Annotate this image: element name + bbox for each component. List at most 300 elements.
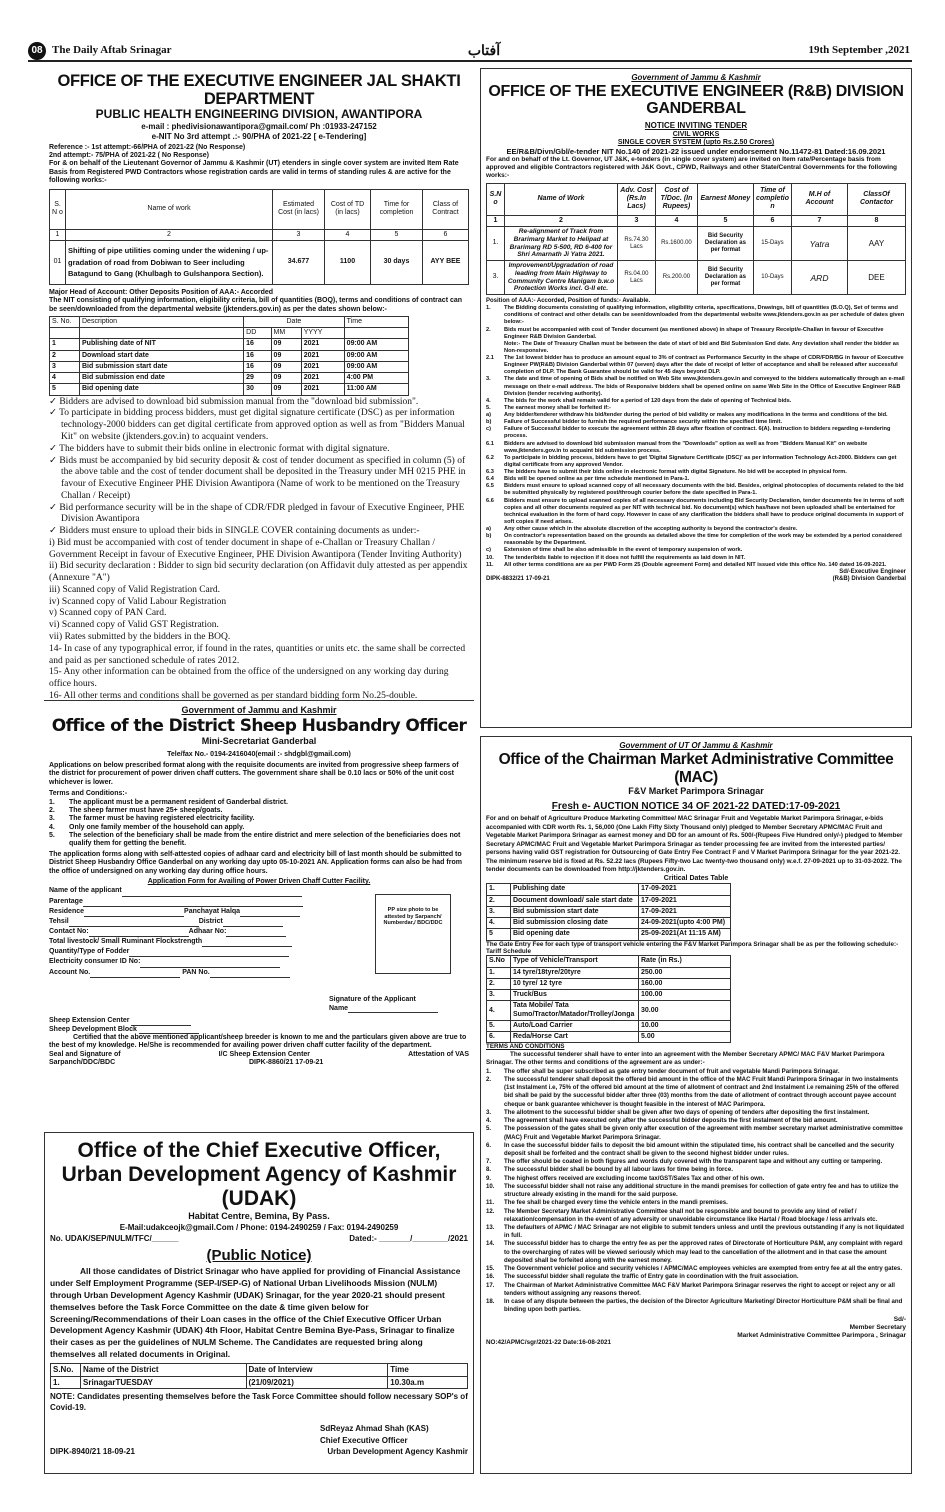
tariff-r: 30.00 (639, 1001, 731, 1021)
mac-date-v: 17-09-2021 (639, 884, 731, 895)
clause-number: 6. (486, 1141, 492, 1149)
dates-sub: DD (244, 328, 271, 339)
clause-text: Any bidder/tenderer withdraw his bid/tender during the period of bid validity or makes any modifications in the terms and conditions of the bid. (504, 412, 888, 419)
tariff-t: Tata Mobile/ Tata Sumo/Tractor/Matador/Trolley/Jonga (511, 1001, 639, 1021)
sheep-form-title: Application Form for Availing of Power Driven Chaff Cutter Facility. (147, 878, 371, 886)
sheep-conditions (49, 799, 469, 849)
udak-sub: Habitat Centre, Bemina, By Pass. (188, 1211, 330, 1222)
rnb-col: Cost of T/Doc. (In Rupees) (655, 183, 697, 215)
date-t: 09:00 AM (344, 350, 408, 361)
clause-text: The Member Secretary Market Administrative Committee shall not be responsible and bound to provide any kind of relief / relaxation/compensation in the event of any adversity or unavoidable circumstance like Hartal / Road blockage / less arrivals etc. (504, 1207, 878, 1223)
rnb-col: M.H of Account (792, 183, 848, 215)
rnb-col: Time of completio n (753, 183, 791, 215)
udak-row-n: 1. (51, 1376, 81, 1388)
mac-date-d: Bid submission start date (511, 906, 639, 917)
clause-text: All other terms conditions are as per PWD Form 25 (Double agreement Form) and detailed NIT issued vide this office No. 140 dated 16-09-2021. (504, 561, 887, 568)
rnb-row-adv: Rs.04.00 Lacs (617, 261, 655, 295)
rnb-row-doc: Rs.1600.00 (655, 227, 697, 261)
sheep-certified: Certified that the above mentioned applicant/sheep breeder is known to me and the particulars given above are true to the best of my knowledge. He/She is recommended for availing power driven chaff cutter facility of the department. (49, 1033, 467, 1050)
cond-n: 1. (49, 798, 55, 806)
date-mm: 09 (271, 384, 301, 395)
clause (486, 476, 906, 483)
mac-dates-table (486, 883, 731, 940)
rnb-row-mh: ARD (792, 261, 848, 295)
mac-date-d: Document download/ sale start date (511, 895, 639, 906)
field-account: Account No. (49, 968, 91, 976)
clause (486, 483, 906, 497)
cond-n: 4. (49, 823, 55, 831)
tariff-col: Rate (in Rs.) (639, 956, 731, 967)
rnb-civil: CIVIL WORKS (672, 130, 720, 138)
udak-col: Name of the District (81, 1364, 247, 1376)
mac-date-n: 5 (487, 929, 511, 940)
dev-block-field[interactable] (139, 1026, 199, 1034)
mac-terms-intro: The successful tenderer shall have to enter into an agreement with the Member Secretary APMC/ MAC F&V Market Parimpora Srinagar. The other terms and conditions of the agreement are as under:- (486, 1050, 885, 1067)
jal-shakti-email: e-mail : phedivisionawantipora@gmail.com/ Ph :01933-247152 (141, 122, 377, 132)
item: i) Bid must be accompanied with cost of tender document in shape of e-Challan or Treasury Challan / Government Receipt in favour of Executive Engineer, PHE Division Awantipora (Tender Inviting Authority) ii) Bid security declaration : Bidder to sign bid security declaration (on Affidavit duly attested as per appendix (Annexure "A") (49, 537, 468, 584)
clause-number: 12. (486, 1207, 495, 1215)
num-cell: 2 (505, 215, 618, 226)
newspaper-name: The Daily Aftab Srinagar (52, 44, 172, 56)
sheep-dipk: DIPK-8860/21 17-09-21 (249, 1059, 324, 1067)
clause-number: 2.1 (486, 355, 494, 362)
bullet: ✓ The bidders have to submit their bids online in electronic format with digital signature. (49, 443, 390, 454)
clause-text: Note:- The Date of Treasury Challan must be between the date of start of bid and Bid Submission End date. Any deviation shall render the bidder as Non-responsive. (504, 340, 900, 354)
clause-number: c) (486, 426, 492, 433)
account-field[interactable] (90, 970, 180, 978)
cond-t: The selection of the beneficiary shall be made from the entire district and mere selection of the beneficiaries does not qualify them for getting the benefit. (69, 832, 461, 848)
rnb-position: Position of AAA:- Accorded, Position of funds:- Available. (486, 298, 651, 305)
clause (486, 1199, 906, 1207)
mac-date-v: 24-09-2021(upto 4:00 PM) (639, 918, 731, 929)
rnb-notice (480, 68, 912, 728)
num-cell: 6 (753, 215, 791, 226)
jal-shakti-notice (44, 68, 474, 700)
udak-row-time: 10.30a.m (388, 1376, 468, 1388)
clause-text: Bidders must ensure to upload scanned copies of all necessary documents including Bid Security Declaration, tender documents fee in terms of soft copies and all other documents required as per NIT with technical bid. No document(s) which has/have not been uploaded shall be entertained for technical evaluation in the form of hard copy. However in case of any clarification the bidders shall have to produce original documents in support of soft copies if need arises. (504, 497, 904, 525)
clause-number: 4. (486, 1117, 492, 1125)
clause-text: The successful bidder shall be bound by all labour laws for time being in force. (504, 1166, 733, 1174)
rnb-title: OFFICE OF THE EXECUTIVE ENGINEER (R&B) DIVISION GANDERBAL (488, 82, 904, 118)
elec-field[interactable] (140, 960, 280, 968)
mac-intro: For and on behalf of Agriculture Produce Marketing Committee/ MAC Srinagar Fruit and Vegetable Market Parimpora Srinagar, e-bids accompanied with CDR worth Rs. 1, 56,000 (One Lakh Fifty Sixty Thousand only) pledged to Member Secretary APMC/MAC Fruit and Vegetable Market Parimpora Srinagar as earnest money and DD for an amount of Rs. 500/-(Rupees Five Hundred only/-) pledged to Member Secretary APMC/MAC Fruit and Vegetable Market Parimpora Srinagar as tender processing fee are invited from the interested parties/ persons having valid GST registration for Outsourcing of Gate Entry Fee Contract F and V Market Parimpora Srinagar for the year 2021-22. The minimum reserve bid is fixed at Rs. 52.22 lacs (Rupees Fifty-two Lac twenty-two thousand only) w.e.f. 27-09-2021 up to 31-03-2022. The tender documents can be downloaded from http://jktenders.gov.in. (486, 815, 903, 874)
mac-date-v: 17-09-2021 (639, 906, 731, 917)
udak-no: No. UDAK/SEP/NULM/TFC/______ (50, 1234, 179, 1244)
bullet-text: Bidders must ensure to upload their bids in SINGLE COVER containing documents as under:- (59, 526, 420, 537)
udak-notice (44, 1132, 474, 1474)
cond-n: 5. (49, 832, 55, 840)
mac-terms-head: TERMS AND CONDITIONS (486, 1043, 565, 1051)
clause (486, 419, 906, 426)
udak-col: Date of Interview (246, 1364, 388, 1376)
mac-date-n: 1. (487, 884, 511, 895)
num-cell: 4 (325, 229, 371, 240)
date-mm: 09 (271, 339, 301, 350)
item: iii) Scanned copy of Valid Registration Card. (49, 584, 221, 595)
date-yy: 2021 (301, 361, 344, 372)
date-yy: 2021 (301, 339, 344, 350)
clause-number: 6.1 (486, 440, 494, 447)
tariff-n: 1. (487, 967, 511, 978)
rnb-sign2: (R&B) Division Ganderbal (832, 575, 906, 582)
udak-public-notice: (Public Notice) (206, 1247, 312, 1265)
clause-number: 3. (486, 1108, 492, 1116)
name-field[interactable] (122, 889, 302, 897)
clause (486, 405, 906, 412)
tariff-t: Reda/Horse Cart (511, 1032, 639, 1043)
date-dd: 29 (244, 373, 271, 384)
clause-text: The successful bidder has to charge the entry fee as per the approved rates of Directorate of Horticulture P&M, any complaint with regard to the overcharging of rates will be viewed seriously which may lead to the cancellation of the allotment and in that case the amount deposited shall be forfeited along with the earnest money. (504, 1240, 903, 1264)
col-name: Name of work (66, 189, 273, 229)
rnb-row-time: 10-Days (753, 261, 791, 295)
tariff-t: 10 tyre/ 12 tyre (511, 978, 639, 989)
date-dd: 16 (244, 350, 271, 361)
col-cost: Estimated Cost (in lacs) (273, 189, 325, 229)
clause-text: On contractor's representation based on the grounds as detailed above the time for completion of the work may be extended by a period considered reasonable by the Department. (504, 533, 902, 547)
clause (486, 341, 906, 355)
clause-text: In case the successful bidder fails to deposit the bid amount within the stipulated time, his contract shall be cancelled and the security deposit shall be forfeited and the contract shall be given to the second highest bidder under rules. (504, 1141, 895, 1158)
tehsil-field[interactable] (69, 919, 199, 927)
clause-number: 6.4 (486, 476, 494, 483)
sheep-tel: Tele/fax No.- 0194-2416040(email :- shdgbl@gmail.com) (167, 750, 351, 758)
tariff-n: 6. (487, 1032, 511, 1043)
bullet: ✓ Bidders must ensure to upload their bids in SINGLE COVER containing documents as under:- (49, 526, 420, 537)
udak-row-district: SrinagarTUESDAY (81, 1376, 247, 1388)
udak-dipk: DIPK-8940/21 18-09-21 (50, 1447, 135, 1457)
udak-body: All those candidates of District Srinagar who have applied for providing of Financial Assistance under Self Employment Programme (SEP-I/SEP-G) of National Urban Livelihoods Mission (NULM) through Urban Development Agency Kashmir (UDAK) Srinagar, for the year 2020-21 should present themselves before the Task Force Committee on the date & time given below for Screening/Recommendations of their Loan cases in the office of the Chief Executive Officer Urban Development Agency Kashmir (UDAK) 4th Floor, Habitat Centre Bemina Bye-Pass, Srinagar to finalize their cases as per the guidelines of NULM Scheme. The Candidates are requested bring along themselves all related documents in Original. (50, 1265, 461, 1360)
rnb-row-adv: Rs.74.30 Lacs (617, 227, 655, 261)
clause-number: 5. (486, 1125, 492, 1133)
mac-govt: Government of UT Of Jammu & Kashmir (619, 741, 773, 750)
clause-number: 6.3 (486, 469, 494, 476)
udak-sign2: Chief Executive Officer (320, 1436, 408, 1446)
mac-sign1: Member Secretary (849, 1324, 906, 1332)
rnb-row-class: AAY (848, 227, 906, 261)
residence-field[interactable] (84, 909, 184, 917)
bullet: ✓ To participate in bidding process bidders, must get digital signature certificate (DSC) as per information technology-2000 bidders can get digital certificate from approved option as well as from "Bidders Manual Kit" on website (jktenders.gov.in) to acquaint venders. (49, 408, 465, 442)
rnb-col: Name of Work (505, 183, 618, 215)
mac-title: Office of the Chairman Market Administrative Committee (MAC) (498, 750, 894, 786)
num-cell: 3 (617, 215, 655, 226)
field-residence: Residence (49, 907, 85, 915)
contact-field[interactable] (89, 929, 189, 937)
tariff-n: 2. (487, 978, 511, 989)
udak-sign1: SdReyaz Ahmad Shah (KAS) (320, 1424, 429, 1434)
num-cell: 2 (66, 229, 273, 240)
item: 16- All other terms and conditions shall be governed as per standard bidding form No.25-double. (49, 690, 418, 700)
rnb-col: Earnest Money (697, 183, 753, 215)
date-dd: 16 (244, 339, 271, 350)
jal-shakti-nit: e-NIT No 3rd attempt .:- 90/PHA of 2021-22 [ e-Tendering] (151, 131, 367, 141)
rnb-clauses (486, 305, 906, 569)
bullet-text: Bid performance security will be in the shape of CDR/FDR pledged in favour of Executive Engineer, PHE Division Awantipora (59, 502, 465, 525)
item: vii) Rates submitted by the bidders in the BOQ. (49, 632, 231, 643)
clause-number: b) (486, 533, 492, 540)
sheep-para: The application forms along with self-attested copies of adhaar card and electricity bill of last month should be submitted to District Sheep Husbandry Office Ganderbal on any working day upto 05-10-2021 AN. Application forms can also be had from the office of undersigned on any working day during office hours. (49, 850, 462, 875)
cond-t: The applicant must be a permanent resident of Ganderbal district. (69, 798, 288, 806)
district-field[interactable] (223, 919, 283, 927)
bullet: ✓ Bidders are advised to download bid submission manual from the "download bid submission". (49, 396, 419, 407)
clause-text: The Government vehicle/ police and security vehicles / APMC/MAC employees vehicles are exempted from entry fee at all the entry gates. (504, 1265, 903, 1273)
work-name: Shifting of pipe utilities coming under the widening / up- gradation of road from Dobiwan to Seer including Batagund to Gang (Khulbagh to Gulshanpora Section). (66, 240, 273, 284)
rnb-col: Adv. Cost (Rs.In Lacs) (617, 183, 655, 215)
clause-number: 18. (486, 1297, 495, 1305)
jal-shakti-title: OFFICE OF THE EXECUTIVE ENGINEER JAL SHAKTI DEPARTMENT (57, 72, 461, 109)
date-t: 11:00 AM (344, 384, 408, 395)
sheep-title: Office of the District Sheep Husbandry Officer (51, 716, 467, 737)
clause-number: 14. (486, 1240, 495, 1248)
clause-number: 6.6 (486, 497, 494, 504)
clause-text: The highest offers received are excluding income tax/GST/Sales Tax and other of his own. (504, 1174, 765, 1182)
tariff-t: 14 tyre/18tyre/20tyre (511, 967, 639, 978)
clause-text: The offer should be coated in both figures and words duly covered with the transparent tape and without any cutting or tampering. (504, 1158, 883, 1166)
ext-center: Sheep Extension Center (49, 1017, 130, 1025)
parentage-field[interactable] (83, 899, 303, 907)
field-name: Name of the applicant (49, 887, 122, 895)
clause (486, 1298, 906, 1314)
num-cell: 4 (655, 215, 697, 226)
page-header (28, 42, 912, 62)
clause-number: 2. (486, 1076, 492, 1084)
clause-number: b) (486, 419, 492, 426)
rnb-sign1: Sd/-Executive Engineer (839, 568, 906, 575)
date-d: Publishing date of NIT (80, 339, 244, 350)
rnb-row-work: Re-alignment of Track from Brarimarg Market to Helipad at Brarimarg RD 5-500, RD 6-400 for Shri Amarnath Ji Yatra 2021. (505, 227, 618, 261)
field-contact: Contact No: (49, 927, 89, 935)
cond-n: 3. (49, 815, 55, 823)
clause (486, 469, 906, 476)
dates-sub: YYYY (301, 328, 344, 339)
udak-table (50, 1363, 468, 1389)
clause (486, 547, 906, 554)
tariff-col: S.No (487, 956, 511, 967)
clause-number: 1. (486, 305, 491, 312)
ic-label: I/C Sheep Extension Center (218, 1050, 311, 1058)
livestock-field[interactable] (202, 939, 292, 947)
clause-text: The Bidding documents consisting of qualifying information, eligibility criteria, specifications, Drawings, bill of quantities (B.O.Q), Set of terms and conditions of contract and other details can be seen/downloaded from the departmental website www.jktenders.gov.in as per schedule of dates given below:- (504, 305, 905, 326)
item: 15- Any other information can be obtained from the office of the undersigned on any working day during office hours. (49, 667, 449, 690)
field-district: District (198, 917, 223, 925)
applicant-name-field[interactable] (348, 1005, 438, 1013)
field-livestock: Total livestock/ Small Ruminant Flockstrength (49, 938, 203, 946)
clause-number: 10. (486, 1182, 495, 1190)
date-yy: 2021 (301, 350, 344, 361)
clause-number: 8. (486, 1166, 492, 1174)
tariff-n: 5. (487, 1020, 511, 1031)
udak-note: NOTE: Candidates presenting themselves before the Task Force Committee should follow necessary SOP's of Covid-19. (50, 1392, 468, 1413)
tariff-col: Type of Vehicle/Transport (511, 956, 639, 967)
clause (486, 455, 906, 469)
clause-text: Extension of time shall be also admissible in the event of temporary suspension of work. (504, 547, 743, 554)
tariff-n: 4. (487, 1001, 511, 1021)
mac-critical: Critical Dates Table (663, 874, 729, 882)
clause (486, 526, 906, 533)
clause-text: To participate in bidding process, bidders have to get 'Digital Signature Certificate (DSC)' as per information Technology Act-2000. Bidders can get digital certificate from any approved Vendor. (504, 454, 897, 468)
rnb-row-time: 15-Days (753, 227, 791, 261)
bullet-text: To participate in bidding process bidders, must get digital signature certificate (DSC) as per information technology-2000 bidders can get digital certificate from approved option as well as from "Bidders Manual Kit" on website (jktenders.gov.in) to acquaint venders. (59, 408, 465, 442)
clause-text: Bids will be opened online as per time schedule mentioned in Para-1. (504, 476, 690, 483)
clause-text: In case of any dispute between the parties, the decision of the Director Agriculture Marketing/ Director Horticulture P&M shall be final and binding upon both parties. (504, 1297, 903, 1314)
jal-shakti-ref1: Reference :- 1st attempt:-66/PHA of 2021-22 (No Response) (49, 143, 246, 151)
cond-t: The sheep farmer must have 25+ sheep/goats. (69, 806, 223, 814)
clause-text: The date and time of opening of Bids shall be notified on Web Site www.jktenders.gov.in and conveyed to the bidders automatically through an e-mail message on their e-mail address. The bids of Responsive bidders shall be opened online on same Web Site in the Office of Executive Engineer R&B Division (tender receiving authority). (504, 376, 905, 397)
num-cell: 5 (697, 215, 753, 226)
udak-title1: Office of the Chief Executive Officer, (77, 1139, 441, 1162)
clause-number: 17. (486, 1281, 495, 1289)
mac-gate-text: The Gate Entry Fee for each type of transport vehicle entering the F&V Market Parimpora Srinagar shall be as per the following schedule:- Tariff Schedule (486, 940, 899, 955)
udak-row-date: (21/09/2021) (246, 1376, 388, 1388)
clause (486, 327, 906, 341)
date-yy: 2021 (301, 373, 344, 384)
jal-shakti-work-table (49, 189, 469, 285)
clause-text: The successful tenderer shall deposit the offered bid amount in the office of the MAC Fruit Mandi Parimpora Srinagar in two instalments (1st Instalment i.e, 75% of the offered bid amount at the time of allotment of contract and 2nd Instalment i.e remaining 25% of the offered bid shall be paid by the successful bidder after three (03) months from the date of allotment of contract through account payee account cheque or bank guarantee whichever is thought feasible in the interest of MAC Parimpora. (504, 1076, 899, 1108)
col-class: Class of Contract (423, 189, 469, 229)
clause-number: 10. (486, 554, 494, 561)
clause-number: 1. (486, 1067, 492, 1075)
date-n: 5 (50, 384, 80, 395)
clause-number: 6.5 (486, 483, 494, 490)
jal-shakti-subtitle: PUBLIC HEALTH ENGINEERING DIVISION, AWANTIPORA (95, 107, 423, 122)
num-cell: 5 (371, 229, 423, 240)
sheep-sig-applicant: Signature of the Applicant (329, 996, 416, 1004)
rnb-row-em: Bid Security Declaration as per format (697, 227, 753, 261)
jal-shakti-ref2: 2nd attempt:- 75/PHA of 2021-22 ( No Response) (49, 151, 209, 159)
clause-text: The fee shall be charged every time the vehicle enters in the mandi premises. (504, 1199, 728, 1207)
clause (486, 412, 906, 419)
clause-text: The Chairman of Market Administrative Committee MAC F&V Market Parimpora Srinagar reserves the right to accept or reject any or all tenders without assigning any reasons thereof. (504, 1281, 895, 1297)
work-sno: 01 (50, 240, 66, 284)
udak-title2: Urban Development Agency of Kashmir (UDAK) (61, 1163, 457, 1211)
rnb-govt: Government of Jammu & Kashmir (631, 73, 761, 82)
sheep-intro: Applications on below prescribed format along with the requisite documents are invited from progressive sheep farmers of the district for procurement of power driven chaff cutters. The government share shall be 0.10 lacs or 50% of the unit cost whichever is lower. (49, 761, 459, 786)
mac-sub: F&V Market Parimpora Srinagar (628, 786, 764, 797)
clause (486, 1282, 906, 1298)
date-t: 09:00 AM (344, 339, 408, 350)
clause (486, 1109, 906, 1117)
jal-shakti-bullets (49, 397, 469, 700)
clause (486, 1224, 906, 1240)
tariff-n: 3. (487, 990, 511, 1001)
date-mm: 09 (271, 361, 301, 372)
clause-number: 6.2 (486, 454, 494, 461)
clause-text: Any other cause which in the absolute discretion of the accepting authority is beyond the contractor's desire. (504, 526, 798, 533)
adhaar-field[interactable] (226, 929, 286, 937)
num-cell: 3 (273, 229, 325, 240)
clause-number: 4. (486, 397, 491, 404)
rnb-nit: EE/R&B/Divn/Gbl/e-tender NIT No.140 of 2021-22 issued under endorsement No.11472-81 Dated:16.09.2021 (506, 147, 886, 157)
fodder-field[interactable] (129, 949, 289, 957)
clause (486, 1076, 906, 1109)
mac-notice (480, 736, 912, 1474)
newspaper-logo: آفتاب (467, 42, 501, 58)
dates-col: Date (244, 316, 345, 327)
name-label: Name (329, 1004, 349, 1012)
clause (486, 498, 906, 527)
mac-date-v: 25-09-2021(At 11:15 AM) (639, 929, 731, 940)
mac-date-n: 2. (487, 895, 511, 906)
clause-text: Bids must be accompanied with cost of Tender document (as mentioned above) in shape of Treasury Receipt/e-Challan in favour of Executive Engineer R&B Division Ganderbal. (504, 326, 884, 340)
num-cell: 7 (792, 215, 848, 226)
clause (486, 1117, 906, 1125)
item: 14- In case of any typographical error, if found in the rates, quantities or units etc. the same shall be corrected and paid as per sanctioned schedule of rates 2012. (49, 643, 466, 666)
clause-text: The 1st lowest bidder has to produce an amount equal to 3% of contract as Performance Security in the shape of CDR/FDR/BG in favour of Executive Engineer PW(R&B) Division Ganderbal within 07 (seven) days after the date of receipt of letter of acceptance and shall be released after successful completion of DLP. The Bank Guarantee should be valid for 45 days beyond DLP. (504, 355, 904, 376)
rnb-row-class: DEE (848, 261, 906, 295)
major-head: Major Head of Account: Other Deposits Position of AAA:- Accorded (49, 288, 274, 296)
clause-number: 11. (486, 1199, 495, 1207)
date-d: Bid opening date (80, 384, 244, 395)
jal-shakti-intro: For & on behalf of the Lieutenant Governor of Jammu & Kashmir (UT) etenders in single cover system are invited Item Rate Basis from Registered PWD Contractors whose registration cards are valid in terms of standing rules & are active for the following works:- (49, 160, 459, 185)
clause-text: Bidders must ensure to upload scanned copy of all necessary documents with the bid. Besides, original photocopies of documents related to the bid be submitted physically by registered post/through courier before the date specified in Para-1. (504, 483, 904, 497)
halqa-field[interactable] (240, 909, 300, 917)
mac-terms (486, 1068, 906, 1315)
date-n: 2 (50, 350, 80, 361)
field-fodder: Quantity/Type of Fodder (49, 948, 130, 956)
clause (486, 1265, 906, 1273)
photo-box (375, 894, 451, 974)
clause-text: The bids for the work shall remain valid for a period of 120 days from the date of opening of Technical bids. (504, 397, 792, 404)
field-pan: PAN No. (182, 968, 210, 976)
tariff-t: Auto/Load Carrier (511, 1020, 639, 1031)
clause-text: The earnest money shall be forfeited if:- (504, 404, 611, 411)
date-t: 09:00 AM (344, 361, 408, 372)
mac-date-n: 3. (487, 906, 511, 917)
bullet-text: The bidders have to submit their bids online in electronic format with digital signature. (59, 443, 390, 454)
sheep-form (49, 886, 469, 996)
photo-label: PP size photo to be attested by Sarpanch/ Numberdar,/ BDC/DDC (383, 907, 443, 927)
mac-date-n: 4. (487, 918, 511, 929)
pan-field[interactable] (210, 970, 290, 978)
clause-text: The bidders have to submit their bids online in electronic format with digital Signature. No bid will be accepted in physical form. (504, 469, 847, 476)
sheep-terms: Terms and Conditions:- (49, 790, 128, 798)
clause-number: 13. (486, 1223, 495, 1231)
clause-number: 15. (486, 1265, 495, 1273)
mac-sign2: Market Administrative Committee Parimpora , Srinagar (737, 1331, 906, 1339)
ext-center-field[interactable] (131, 1018, 191, 1026)
work-time: 30 days (371, 240, 423, 284)
clause (486, 398, 906, 405)
clause-text: The successful bidder shall regulate the traffic of Entry gate in coordination with the fruit association. (504, 1273, 799, 1281)
field-tehsil: Tehsil (49, 917, 69, 925)
item: iv) Scanned copy of Valid Labour Registration (49, 596, 227, 607)
num-cell: 6 (423, 229, 469, 240)
tariff-r: 5.00 (639, 1032, 731, 1043)
rnb-row-mh: Yatra (792, 227, 848, 261)
bullet-text: Bidders are advised to download bid submission manual from the "download bid submission". (59, 396, 419, 407)
field-adhaar: Adhaar No: (188, 927, 227, 935)
date-n: 4 (50, 373, 80, 384)
clause (486, 1142, 906, 1158)
clause (486, 1166, 906, 1174)
mac-date-d: Publishing date (511, 884, 639, 895)
mac-date-d: Bid opening date (511, 929, 639, 940)
rnb-single: SINGLE COVER SYSTEM (upto Rs.2.50 Crores) (617, 139, 775, 147)
clause-text: Failure of Successful bidder to furnish the required performance security within the specified time limit. (504, 419, 783, 426)
num-cell: 1 (50, 229, 66, 240)
cond-t: The farmer must be having registered electricity facility. (69, 815, 255, 823)
clause (486, 1125, 906, 1141)
cond-t: Only one family member of the household can apply. (69, 823, 245, 831)
clause-number: 11. (486, 561, 494, 568)
issue-date: 19th September ,2021 (808, 44, 910, 56)
vas-label: Attestation of VAS (408, 1050, 469, 1058)
rnb-col: S.N o (487, 183, 505, 215)
mac-tariff-table (486, 955, 731, 1043)
sheep-notice (44, 700, 474, 1125)
date-n: 3 (50, 361, 80, 372)
rnb-intro: For and on behalf of the Lt. Governor, UT J&K, e-tenders (in single cover system) are invited on Item rate/Percentage basis from approved and eligible Contractors registered with J&K Govt., CPWD, Railways and other State/Central Governments for the following works:- (486, 156, 898, 180)
rnb-notice-title: NOTICE INVITING TENDER (644, 120, 748, 130)
tariff-t: Truck/Bus (511, 990, 639, 1001)
